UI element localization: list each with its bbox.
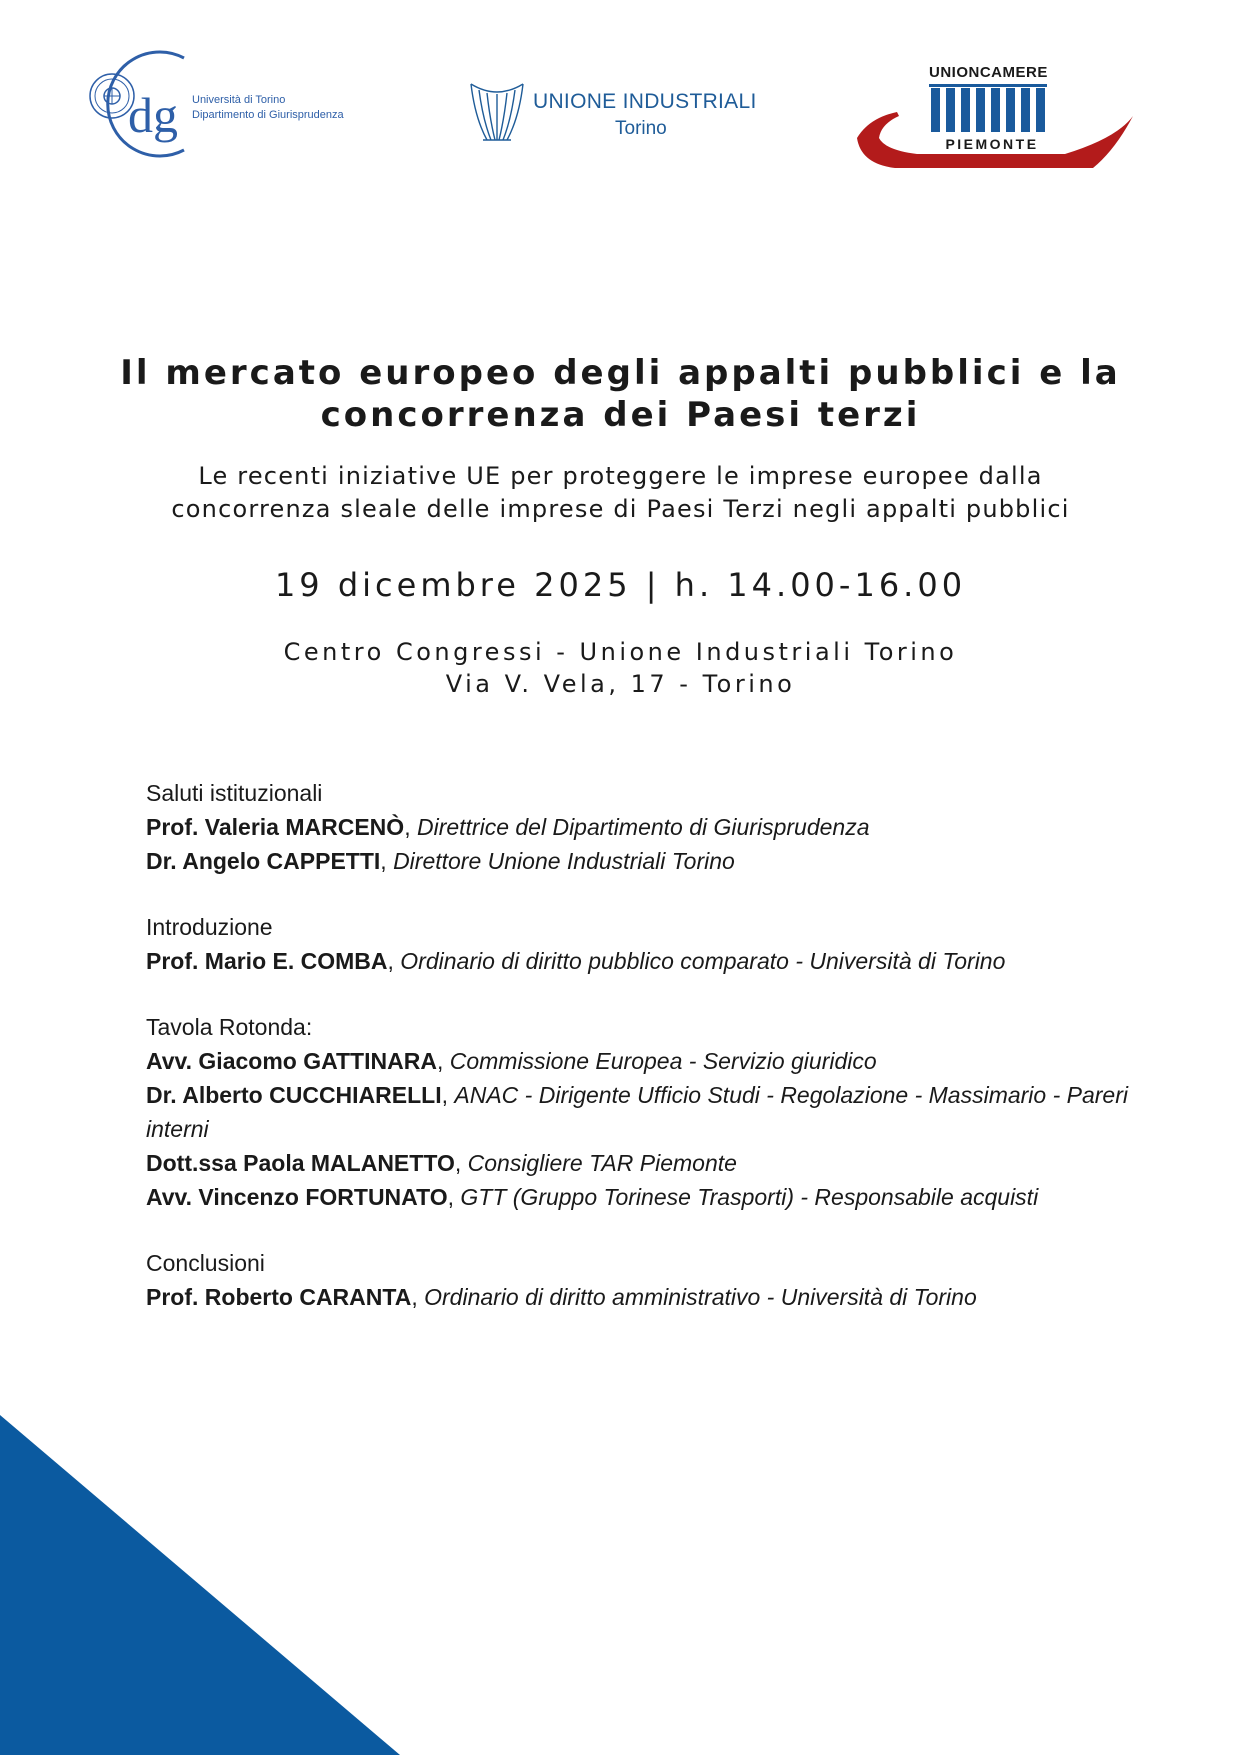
speaker-role: ANAC - Dirigente Ufficio Studi - Regolazione - Massimario - Pareri interni (146, 1082, 1128, 1142)
speaker-role: Ordinario di diritto pubblico comparato - Università di Torino (400, 948, 1006, 974)
event-subtitle-line-1: Le recenti iniziative UE per proteggere le imprese europee dalla (198, 462, 1043, 490)
speaker-role: Direttore Unione Industriali Torino (393, 848, 735, 874)
unioncamere-bottom-text: PIEMONTE (945, 136, 1039, 152)
speaker-entry: Prof. Roberto CARANTA, Ordinario di diritto amministrativo - Università di Torino (146, 1284, 977, 1310)
speaker-role: Direttrice del Dipartimento di Giurisprudenza (416, 814, 870, 840)
svg-text:dg: dg (128, 87, 178, 143)
event-program (146, 776, 1186, 1346)
speaker-name: Prof. Valeria MARCENÒ (146, 814, 405, 840)
speaker-role: Commissione Europea - Servizio giuridico (449, 1048, 877, 1074)
speaker-role: Ordinario di diritto amministrativo - Università di Torino (424, 1284, 977, 1310)
speaker-role: Consigliere TAR Piemonte (467, 1150, 737, 1176)
speaker-name: Dr. Angelo CAPPETTI (146, 848, 381, 874)
program-section-conclusioni (146, 1246, 1186, 1314)
speaker-name: Avv. Giacomo GATTINARA (146, 1048, 437, 1074)
unioncamere-logo (855, 60, 1135, 170)
event-venue (60, 636, 1181, 700)
event-title (60, 352, 1181, 436)
speaker-name: Dr. Alberto CUCCHIARELLI (146, 1082, 442, 1108)
event-venue-line-2: Via V. Vela, 17 - Torino (445, 670, 796, 698)
speaker-entry: Dott.ssa Paola MALANETTO, Consigliere TAR Piemonte (146, 1150, 737, 1176)
speaker-name: Dott.ssa Paola MALANETTO (146, 1150, 455, 1176)
section-heading: Saluti istituzionali (146, 780, 323, 806)
unioncamere-top-text: UNIONCAMERE (929, 64, 1048, 81)
speaker-name: Prof. Roberto CARANTA (146, 1284, 412, 1310)
event-title-line-1: Il mercato europeo degli appalti pubblici e la (120, 353, 1121, 393)
event-subtitle (60, 460, 1181, 526)
section-heading: Tavola Rotonda: (146, 1014, 313, 1040)
unito-department-name: Dipartimento di Giurisprudenza (192, 109, 344, 121)
speaker-entry: Dr. Alberto CUCCHIARELLI, ANAC - Dirigente Ufficio Studi - Regolazione - Massimario - Pareri interni (146, 1082, 1128, 1142)
unione-industriali-emblem-icon (465, 78, 529, 146)
section-heading: Conclusioni (146, 1250, 265, 1276)
speaker-entry: Avv. Giacomo GATTINARA, Commissione Europea - Servizio giuridico (146, 1048, 877, 1074)
unione-industriali-logo (465, 78, 785, 148)
speaker-role: GTT (Gruppo Torinese Trasporti) - Responsabile acquisti (460, 1184, 1039, 1210)
decorative-corner-triangle (0, 1415, 400, 1755)
unito-university-name: Università di Torino (192, 94, 286, 106)
event-venue-line-1: Centro Congressi - Unione Industriali Torino (283, 638, 958, 666)
program-section-introduzione (146, 910, 1186, 978)
unione-industriali-name: UNIONE INDUSTRIALI (533, 90, 757, 113)
unione-industriali-city: Torino (615, 118, 667, 139)
speaker-entry: Avv. Vincenzo FORTUNATO, GTT (Gruppo Torinese Trasporti) - Responsabile acquisti (146, 1184, 1039, 1210)
program-section-saluti (146, 776, 1186, 878)
speaker-entry: Prof. Mario E. COMBA, Ordinario di diritto pubblico comparato - Università di Torino (146, 948, 1006, 974)
event-title-line-2: concorrenza dei Paesi terzi (320, 395, 921, 435)
speaker-name: Avv. Vincenzo FORTUNATO (146, 1184, 448, 1210)
speaker-entry: Prof. Valeria MARCENÒ, Direttrice del Dipartimento di Giurisprudenza (146, 814, 870, 840)
section-heading: Introduzione (146, 914, 273, 940)
event-date-time: 19 dicembre 2025 | h. 14.00-16.00 (274, 566, 967, 604)
unito-logo (66, 50, 396, 160)
speaker-name: Prof. Mario E. COMBA (146, 948, 388, 974)
program-section-tavola-rotonda (146, 1010, 1186, 1214)
event-subtitle-line-2: concorrenza sleale delle imprese di Paesi Terzi negli appalti pubblici (171, 495, 1070, 523)
speaker-entry: Dr. Angelo CAPPETTI, Direttore Unione Industriali Torino (146, 848, 735, 874)
